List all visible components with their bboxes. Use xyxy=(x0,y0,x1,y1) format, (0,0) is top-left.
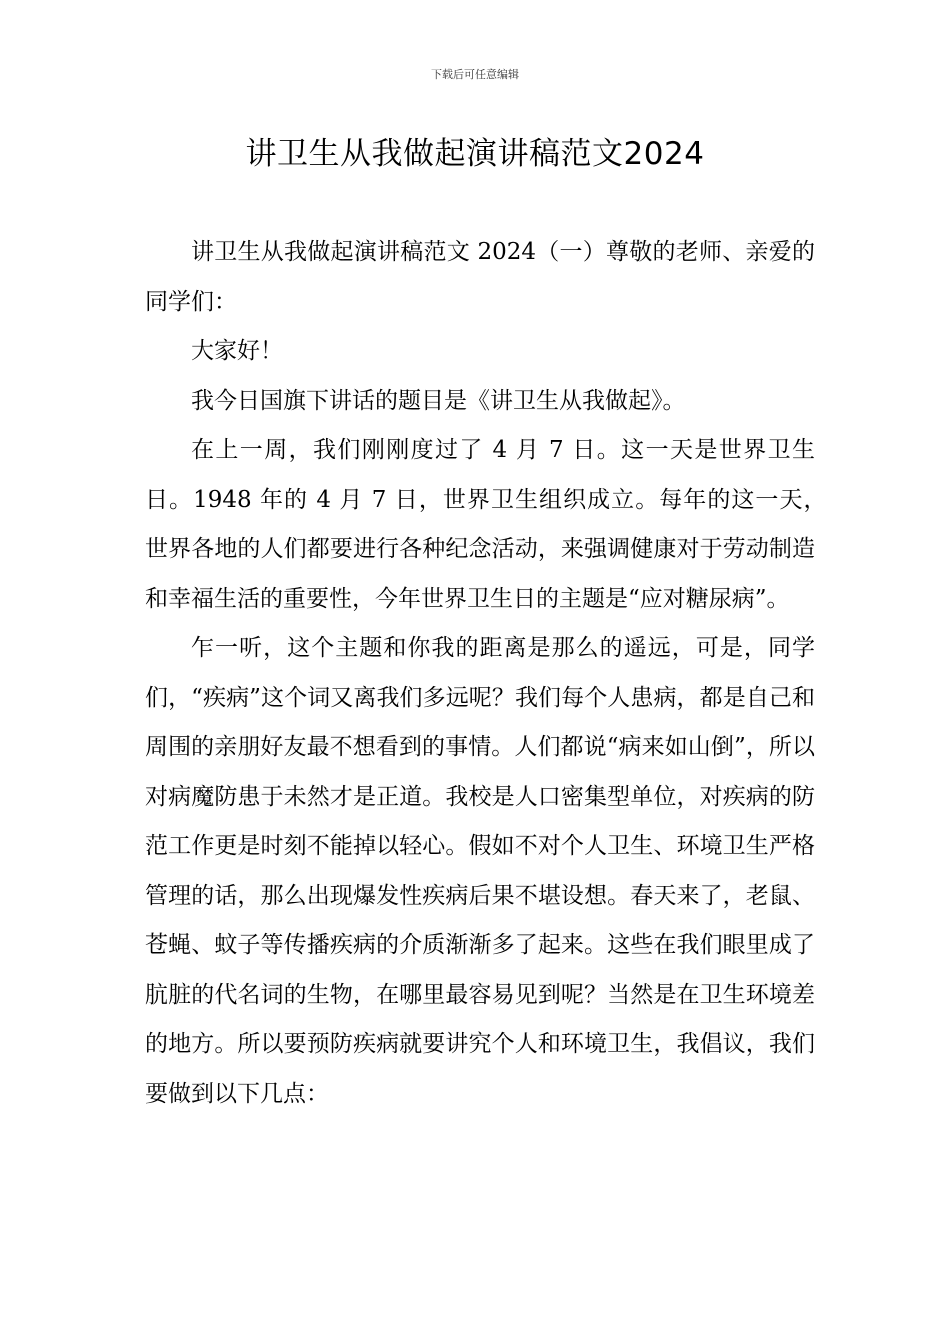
paragraph-hello: 大家好！ xyxy=(191,338,283,364)
paragraph-world-health-day: 在上一周，我们刚刚度过了 4 月 7 日。这一天是世界卫生日。1948 年的 4 月 7 日，世界卫生组织成立。每年的这一天， 世界各地的人们都要进行各种纪念活动，来强调健康对于劳动制造和幸福生活的重要性，今年世界卫生日的主题是“应对糖尿病”。 xyxy=(145,437,838,612)
document-title: 讲卫生从我做起演讲稿范文2024 xyxy=(245,136,705,172)
paragraph-disease-prevention: 乍一听，这个主题和你我的距离是那么的遥远，可是，同学们，“疾病”这个词又离我们多远呢？我们每个人患病，都是自己和周围的亲朋好友最不想看到的事情。人们都说“病来如山倒”，所以对病魔防患于未然才是正道。我校是人口密集型单位，对疾病的防范工作更是时刻不能掉以轻心。假如不对个人卫生、环境卫生严格管理的话，那么出现爆发性疾病后果不堪设想。春天来了，老鼠、苍蝇、蚊子等传播疾病的介质渐渐多了起来。这些在我们眼里成了肮脏的代名词的生物，在哪里最容易见到呢？当然是在卫生环境差的地方。所以要预防疾病就要讲究个人和环境卫生，我倡议，我们要做到以下几点： xyxy=(145,635,815,1107)
paragraph-topic: 我今日国旗下讲话的题目是《讲卫生从我做起》。 xyxy=(191,387,686,414)
paragraph-greeting: 讲卫生从我做起演讲稿范文 2024（一）尊敬的老师、亲爱的同学们： xyxy=(145,239,815,315)
header-note: 下载后可任意编辑 xyxy=(431,68,519,81)
document-body xyxy=(145,228,838,1119)
